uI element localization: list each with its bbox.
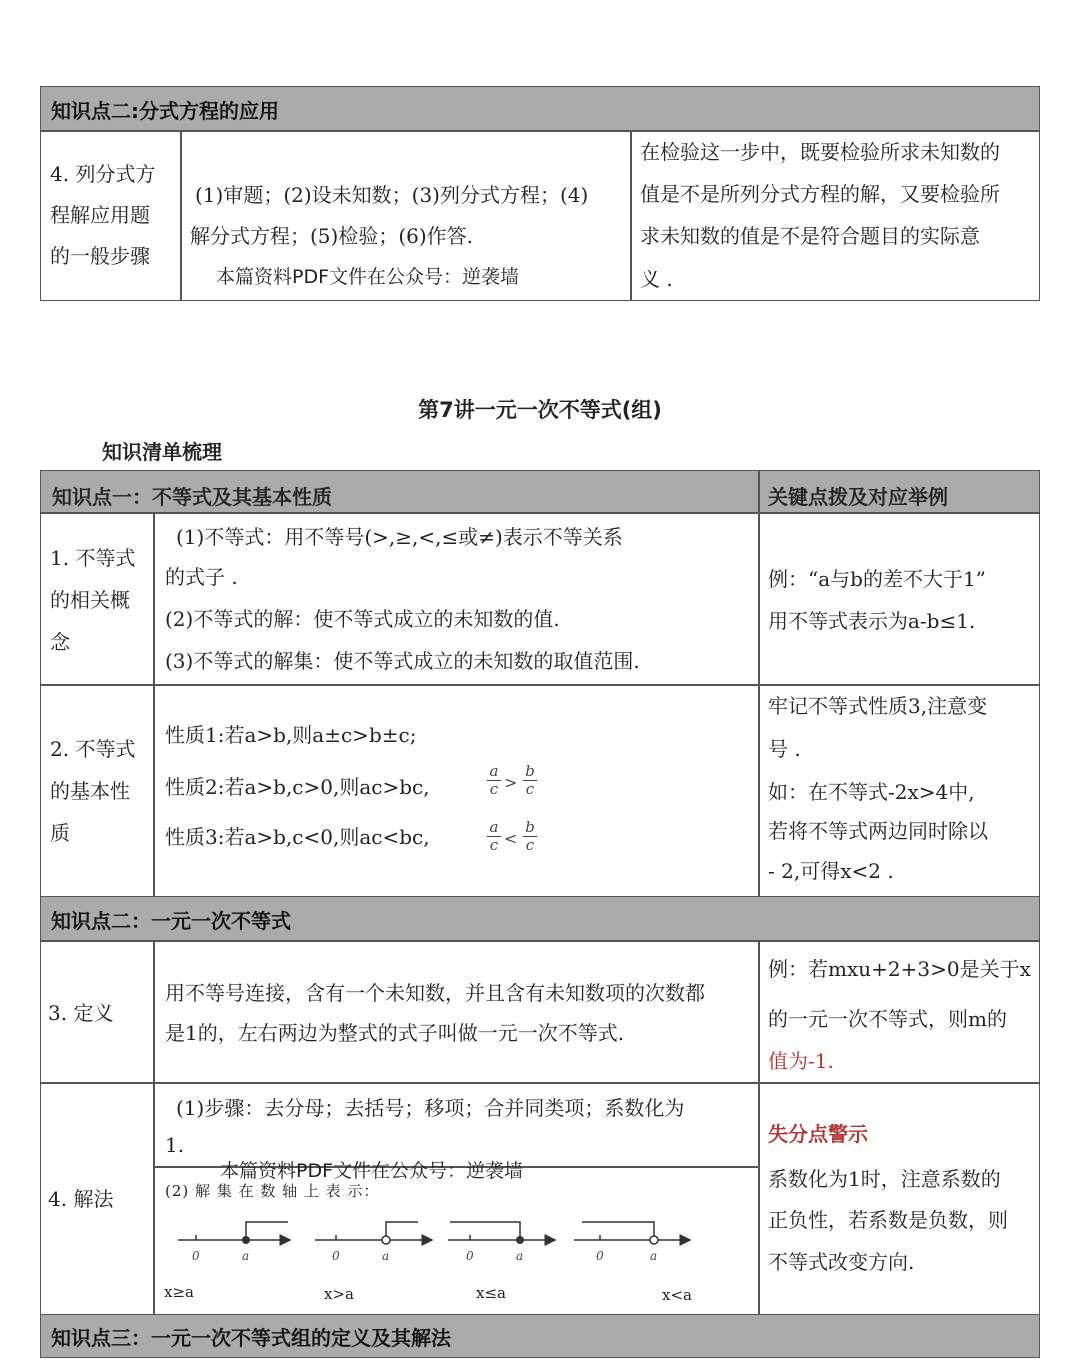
row-1-content-line: (2)不等式的解：使不等式成立的未知数的值. [165,607,560,631]
warning-title: 失分点警示 [768,1122,868,1146]
row-3-note-line: 的一元一次不等式，则m的 [768,1007,1007,1031]
less-than-sign: < [504,829,518,848]
row-2-label-line: 质 [50,821,70,845]
table1-label-line: 4. 列分式方 [50,162,156,186]
row-2-label-line: 2. 不等式 [50,737,136,761]
caption-x-gt-a: x>a [324,1285,354,1303]
table1-divider-2 [630,130,632,301]
greater-than-sign: > [504,773,518,792]
knowledge-point-3-title: 知识点三：一元一次不等式组的定义及其解法 [51,1325,451,1350]
row-2-content-line: 性质1:若a>b,则a±c>b±c; [165,723,417,747]
fraction-numerator: b [525,762,535,780]
fraction-b-over-c [520,820,540,853]
table2-header-2 [40,896,1040,942]
fraction-compare-gt [484,764,544,810]
row-3-content-line: 是1的，左右两边为整式的式子叫做一元一次不等式. [165,1021,625,1045]
number-line-x-gt-a [315,1222,432,1263]
table1-divider-1 [180,130,182,301]
lecture-title: 第7讲一元一次不等式(组) [418,398,662,422]
table1-steps-line: (1)审题；(2)设未知数；(3)列分式方程；(4) [195,183,589,207]
row-2-content-line: 性质2:若a>b,c>0,则ac>bc, [165,775,430,799]
table2-header-3 [40,1314,1040,1358]
rows-3-4-divider-left [153,940,155,1316]
row-3-note-answer: 值为-1. [768,1049,834,1073]
fraction-denominator: c [525,836,535,854]
knowledge-point-2-title: 知识点二：一元一次不等式 [51,908,291,933]
axis-zero-label: 0 [596,1249,604,1263]
number-line-x-le-a [448,1222,555,1263]
row-3-content-line: 用不等号连接，含有一个未知数，并且含有未知数项的次数都 [165,981,705,1005]
row-1-label-line: 的相关概 [50,588,130,612]
table1-note-line: 在检验这一步中，既要检验所求未知数的 [640,140,1000,164]
table1-header-text: 知识点二:分式方程的应用 [51,98,279,123]
row-2-note-line: 号 . [768,737,801,761]
header-1-divider [758,470,760,514]
key-points-title: 关键点拨及对应举例 [768,485,948,509]
warning-line: 不等式改变方向. [768,1250,915,1274]
table1-note-line: 义 . [640,267,673,291]
table1-watermark: 本篇资料PDF文件在公众号：逆袭墙 [216,266,520,288]
row-2-content-line: 性质3:若a>b,c<0,则ac<bc, [165,825,430,849]
row-3-bottom [40,1082,1040,1084]
number-line-title: (2) 解 集 在 数 轴 上 表 示： [165,1182,380,1200]
row-2-note-line: 牢记不等式性质3,注意变 [768,694,988,718]
caption-x-lt-a: x<a [662,1286,692,1304]
fraction-b-over-c [520,764,540,797]
row-2-note-line: - 2,可得x<2 . [768,859,894,883]
table1-header [40,86,1040,132]
table1-note-line: 求未知数的值是不是符合题目的实际意 [640,224,980,248]
fraction-numerator: b [525,818,535,836]
fraction-denominator: c [489,836,499,854]
warning-line: 正负性，若系数是负数，则 [768,1208,1008,1232]
row-1-label-line: 念 [50,630,70,654]
table1-label-line: 的一般步骤 [50,244,150,268]
row-3-label: 3. 定义 [48,1001,114,1025]
knowledge-point-1-title: 知识点一：不等式及其基本性质 [52,485,332,509]
fraction-numerator: a [489,818,499,836]
number-lines-diagram [160,1210,750,1270]
row-2-note-line: 如：在不等式-2x>4中, [768,780,975,804]
fraction-compare-lt [484,820,544,866]
axis-a-label: a [516,1249,524,1263]
table1-label-line: 程解应用题 [50,203,150,227]
fraction-denominator: c [489,780,499,798]
row-4-steps-line: (1)步骤：去分母；去括号；移项；合并同类项；系数化为 [176,1096,685,1120]
axis-zero-label: 0 [192,1249,200,1263]
row-1-content-line: (3)不等式的解集：使不等式成立的未知数的取值范围. [165,649,640,673]
row-4-label: 4. 解法 [48,1187,114,1211]
number-line-x-lt-a [574,1222,690,1263]
rows-1-2-divider-left [153,512,155,898]
axis-zero-label: 0 [332,1249,340,1263]
table1-note-line: 值是不是所列分式方程的解，又要检验所 [640,182,1000,206]
row-1-note-line: 例：“a与b的差不大于1” [768,567,986,591]
section-title: 知识清单梳理 [102,440,222,464]
row-1-content-line: (1)不等式：用不等号(>,≥,<,≤或≠)表示不等关系 [176,525,623,549]
fraction-denominator: c [525,780,535,798]
axis-a-label: a [382,1249,390,1263]
row-2-note-line: 若将不等式两边同时除以 [768,819,988,843]
row-3-note-line: 例：若mxu+2+3>0是关于x [768,957,1031,981]
row-4-watermark: 本篇资料PDF文件在公众号：逆袭墙 [220,1160,524,1182]
number-line-x-ge-a [178,1222,290,1263]
rows-1-2-divider-right [758,512,760,898]
row-4-steps-line: 1. [165,1133,185,1157]
row-1-note-line: 用不等式表示为a-b≤1. [768,609,976,633]
row-1-content-line: 的式子 . [165,565,238,589]
axis-a-label: a [242,1249,250,1263]
row-2-label-line: 的基本性 [50,779,130,803]
caption-x-le-a: x≤a [476,1284,506,1302]
fraction-numerator: a [489,762,499,780]
fraction-a-over-c [484,764,504,797]
axis-a-label: a [650,1249,658,1263]
caption-x-ge-a: x≥a [164,1283,194,1301]
warning-line: 系数化为1时，注意系数的 [768,1167,1001,1191]
fraction-a-over-c [484,820,504,853]
row-1-label-line: 1. 不等式 [50,546,136,570]
table1-steps-line: 解分式方程；(5)检验；(6)作答. [190,224,474,248]
rows-3-4-divider-right [758,940,760,1316]
axis-zero-label: 0 [466,1249,474,1263]
